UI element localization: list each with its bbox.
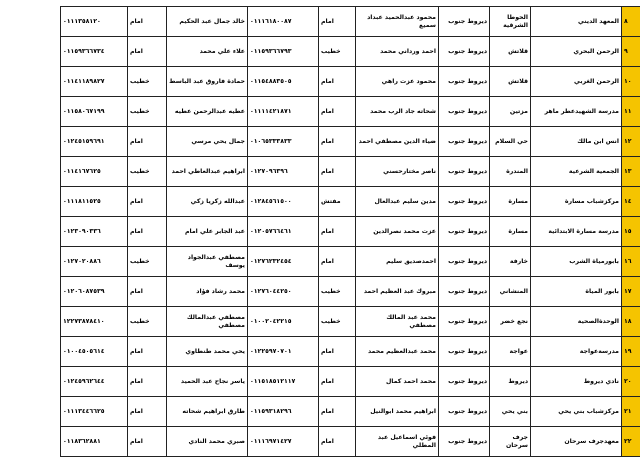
row-number-cell: ١٠ [622,67,640,97]
table-row [61,247,640,277]
district-cell: ديروط جنوب [439,397,490,427]
imam2-role-cell: خطيب [128,307,167,337]
imam2-name-cell: عبدالله زكريا زكي [167,187,248,217]
district-cell: ديروط جنوب [439,217,490,247]
imam1-role-cell: امام [319,397,356,427]
imam2-role-cell: امام [128,37,167,67]
imam1-phone-cell: ٠١٠٠٢٠٤٢٢١٥ [248,307,319,337]
district-cell: ديروط جنوب [439,7,490,37]
imam1-role-cell: امام [319,157,356,187]
village-cell: مسارة [490,187,531,217]
imam2-role-cell: امام [128,7,167,37]
imam2-role-cell: خطيب [128,97,167,127]
imam1-name-cell: محمد احمد كمال [356,367,439,397]
imam1-phone-cell: ٠١١١٦٩٧١٤٢٧ [248,427,319,457]
imam2-phone-cell: ٠١٠٠٤٥٠٥٦١٤ [61,337,128,367]
district-cell: ديروط جنوب [439,427,490,457]
table-row [61,427,640,457]
mosque-name-cell: الرحمن البحري [531,37,622,67]
mosque-name-cell: مدرسةعواجة [531,337,622,367]
imam2-role-cell: امام [128,367,167,397]
imam2-phone-cell: ٠١٢٤٥١٥٩٦٩١ [61,127,128,157]
imam1-phone-cell: ٠١٢٨٤٥٦١٥٠٠ [248,187,319,217]
imam1-phone-cell: ٠١٢٧٦٠٤٤٢٥٠ [248,277,319,307]
imam2-name-cell: جمال يحي مرسي [167,127,248,157]
imam1-role-cell: امام [319,97,356,127]
table-row [61,277,640,307]
imam1-role-cell: خطيب [319,307,356,337]
imam2-name-cell: عطيه عبدالرحمن عطيه [167,97,248,127]
village-cell: جرف سرحان [490,427,531,457]
village-cell: المنشاني [490,277,531,307]
mosque-imams-table [60,6,640,457]
district-cell: ديروط جنوب [439,37,490,67]
imam1-name-cell: مبروك عبد العظيم احمد [356,277,439,307]
mosque-name-cell: الوحدةالصحية [531,307,622,337]
table-row [61,397,640,427]
table-row [61,217,640,247]
imam1-phone-cell: ٠١٢٧٠٩٦٣٩٦ [248,157,319,187]
imam1-name-cell: محمد عبد المالك مصطفي [356,307,439,337]
table-row [61,307,640,337]
imam2-role-cell: امام [128,427,167,457]
imam2-phone-cell: ٠١١١٣٥٨١٢٠ [61,7,128,37]
district-cell: ديروط جنوب [439,307,490,337]
imam1-name-cell: ابراهيم محمد ابوالنيل [356,397,439,427]
imam2-role-cell: امام [128,277,167,307]
imam1-name-cell: محمود عبدالحميد عبداد سميع [356,7,439,37]
village-cell: قلاتش [490,67,531,97]
imam2-role-cell: خطيب [128,67,167,97]
imam1-role-cell: خطيب [319,277,356,307]
row-number-cell: ١٣ [622,157,640,187]
imam2-phone-cell: ٠١١١٨١١٥٢٥ [61,187,128,217]
row-number-cell: ١١ [622,97,640,127]
row-number-cell: ٢١ [622,397,640,427]
imam2-role-cell: امام [128,127,167,157]
imam1-role-cell: امام [319,367,356,397]
imam1-name-cell: عزت محمد نصرالدين [356,217,439,247]
village-cell: نجع خضر [490,307,531,337]
imam2-phone-cell: ٠١١٨٣٦٢٨٨١ [61,427,128,457]
imam1-phone-cell: ٠١١١٦١٨٠٠٨٧ [248,7,319,37]
imam2-name-cell: مصطفي عبدالجواد يوسف [167,247,248,277]
village-cell: بني يحي [490,397,531,427]
table-body [61,7,640,457]
imam1-phone-cell: ٠١٢٢٥٩٧٠٧٠١ [248,337,319,367]
imam1-role-cell: خطيب [319,37,356,67]
imam1-name-cell: محمد عبدالعظيم محمد [356,337,439,367]
imam1-name-cell: محمود عزت راهي [356,67,439,97]
imam2-name-cell: طارق ابراهيم شحاته [167,397,248,427]
imam2-phone-cell: ٠١١٥٩٣٦٦٧٣٤ [61,37,128,67]
mosque-name-cell: مركزشباب مسارة [531,187,622,217]
imam1-phone-cell: ٠١٢٧٦٢٣٢٤٥٤ [248,247,319,277]
imam2-phone-cell: ٠١٢٤٥٩٦٢٦٤٤ [61,367,128,397]
village-cell: مزتين [490,97,531,127]
row-number-cell: ١٩ [622,337,640,367]
imam2-role-cell: خطيب [128,157,167,187]
mosque-name-cell: نادي ديروط [531,367,622,397]
imam1-name-cell: فوئي اسماعيل عبد المطلي [356,427,439,457]
imam2-phone-cell: ٠١٢٧٠٢٠٨٨٦ [61,247,128,277]
imam2-name-cell: ابراهيم عبدالعاطي احمد [167,157,248,187]
table-row [61,37,640,67]
table-row [61,97,640,127]
imam2-role-cell: خطيب [128,247,167,277]
imam2-name-cell: محمد رشاد فؤاد [167,277,248,307]
village-cell: قلاتش [490,37,531,67]
mosque-name-cell: بابور المياة [531,277,622,307]
row-number-cell: ٢٠ [622,367,640,397]
district-cell: ديروط جنوب [439,187,490,217]
row-number-cell: ١٢ [622,127,640,157]
imam1-phone-cell: ٠١٠٦٥٣٣٣٨٣٣ [248,127,319,157]
mosque-name-cell: مدرسة مسارة الابتدائية [531,217,622,247]
imam2-phone-cell: ١٢٢٧٣٨٧٨٤١٠ [61,307,128,337]
district-cell: ديروط جنوب [439,367,490,397]
village-cell: ديروط [490,367,531,397]
imam1-phone-cell: ٠١١٥٤٨٨٣٥٠٥ [248,67,319,97]
village-cell: المندرة [490,157,531,187]
imam2-name-cell: عبد الجابر علي امام [167,217,248,247]
imam1-phone-cell: ٠١١١١٤٢١٨٧١ [248,97,319,127]
village-cell: عواجة [490,337,531,367]
imam2-role-cell: امام [128,337,167,367]
imam2-phone-cell: ٠١٢٠٦٠٨٧٥٣٩ [61,277,128,307]
table-row [61,337,640,367]
table-row [61,7,640,37]
imam1-role-cell: امام [319,67,356,97]
imam1-role-cell: مفتش [319,187,356,217]
imam2-role-cell: امام [128,397,167,427]
row-number-cell: ١٤ [622,187,640,217]
mosque-name-cell: المعهد الديني [531,7,622,37]
mosque-name-cell: الجمعية الشرعية [531,157,622,187]
village-cell: خارفة [490,247,531,277]
row-number-cell: ٩ [622,37,640,67]
imam2-name-cell: صبري محمد النادي [167,427,248,457]
imam2-role-cell: امام [128,217,167,247]
mosque-name-cell: معهدجرف سرحان [531,427,622,457]
imam1-role-cell: امام [319,247,356,277]
imam1-role-cell: امام [319,337,356,367]
imam1-name-cell: مدين سليم عبدالعال [356,187,439,217]
mosque-name-cell: مدرسة الشهيدعطر ماهر [531,97,622,127]
imam1-name-cell: ضياء الدين مصطفي احمد [356,127,439,157]
district-cell: ديروط جنوب [439,157,490,187]
imam2-name-cell: مصطفي عبدالمالك مصطفي [167,307,248,337]
district-cell: ديروط جنوب [439,97,490,127]
imam1-phone-cell: ٠١٢٠٥٧٦٦٤٦١ [248,217,319,247]
table-row [61,157,640,187]
row-number-cell: ١٨ [622,307,640,337]
imam1-role-cell: امام [319,217,356,247]
imam1-name-cell: احمدصديق سليم [356,247,439,277]
district-cell: ديروط جنوب [439,247,490,277]
district-cell: ديروط جنوب [439,277,490,307]
imam2-role-cell: امام [128,187,167,217]
row-number-cell: ١٥ [622,217,640,247]
row-number-cell: ٨ [622,7,640,37]
imam2-phone-cell: ٠١١٤١٦٧٦٢٥ [61,157,128,187]
district-cell: ديروط جنوب [439,127,490,157]
table-row [61,127,640,157]
imam1-name-cell: احمد ورداني محمد [356,37,439,67]
imam2-name-cell: علاء علي محمد [167,37,248,67]
imam1-role-cell: امام [319,7,356,37]
village-cell: الحوطا الشرقية [490,7,531,37]
imam2-phone-cell: ٠١١٥٨٠٦٧١٩٩ [61,97,128,127]
imam1-role-cell: امام [319,127,356,157]
table-row [61,187,640,217]
imam2-name-cell: يحي محمد طنطاوي [167,337,248,367]
imam1-phone-cell: ٠١١٥٩٣٦٦٧٩٣ [248,37,319,67]
district-cell: ديروط جنوب [439,67,490,97]
row-number-cell: ١٦ [622,247,640,277]
table-row [61,367,640,397]
mosque-name-cell: الرحمن الغربي [531,67,622,97]
imam2-name-cell: حمادة فاروق عبد الباسط [167,67,248,97]
row-number-cell: ٢٢ [622,427,640,457]
imam2-name-cell: ياسر نجاح عبد الحميد [167,367,248,397]
mosque-name-cell: بابورمياة الشرب [531,247,622,277]
district-cell: ديروط جنوب [439,337,490,367]
imam1-role-cell: امام [319,427,356,457]
imam2-phone-cell: ٠١٢٣٠٩٠٣٣٦ [61,217,128,247]
imam2-name-cell: خالد جمال عبد الحكيم [167,7,248,37]
imam1-phone-cell: ٠١١٥١٨٥١٢١١٧ [248,367,319,397]
mosque-name-cell: مركزشباب بني يحي [531,397,622,427]
village-cell: مسارة [490,217,531,247]
imam2-phone-cell: ٠١١١٣٤٤٦٦٢٥ [61,397,128,427]
row-number-cell: ١٧ [622,277,640,307]
table-row [61,67,640,97]
mosque-name-cell: انس ابن مالك [531,127,622,157]
imam1-name-cell: شحاته جاد الرب محمد [356,97,439,127]
imam1-name-cell: ناصر مختارحسني [356,157,439,187]
imam1-phone-cell: ٠١١٥٩٣١٨٢٩٦ [248,397,319,427]
imam2-phone-cell: ٠١١٤١١٨٩٨٢٧ [61,67,128,97]
village-cell: حي السلام [490,127,531,157]
